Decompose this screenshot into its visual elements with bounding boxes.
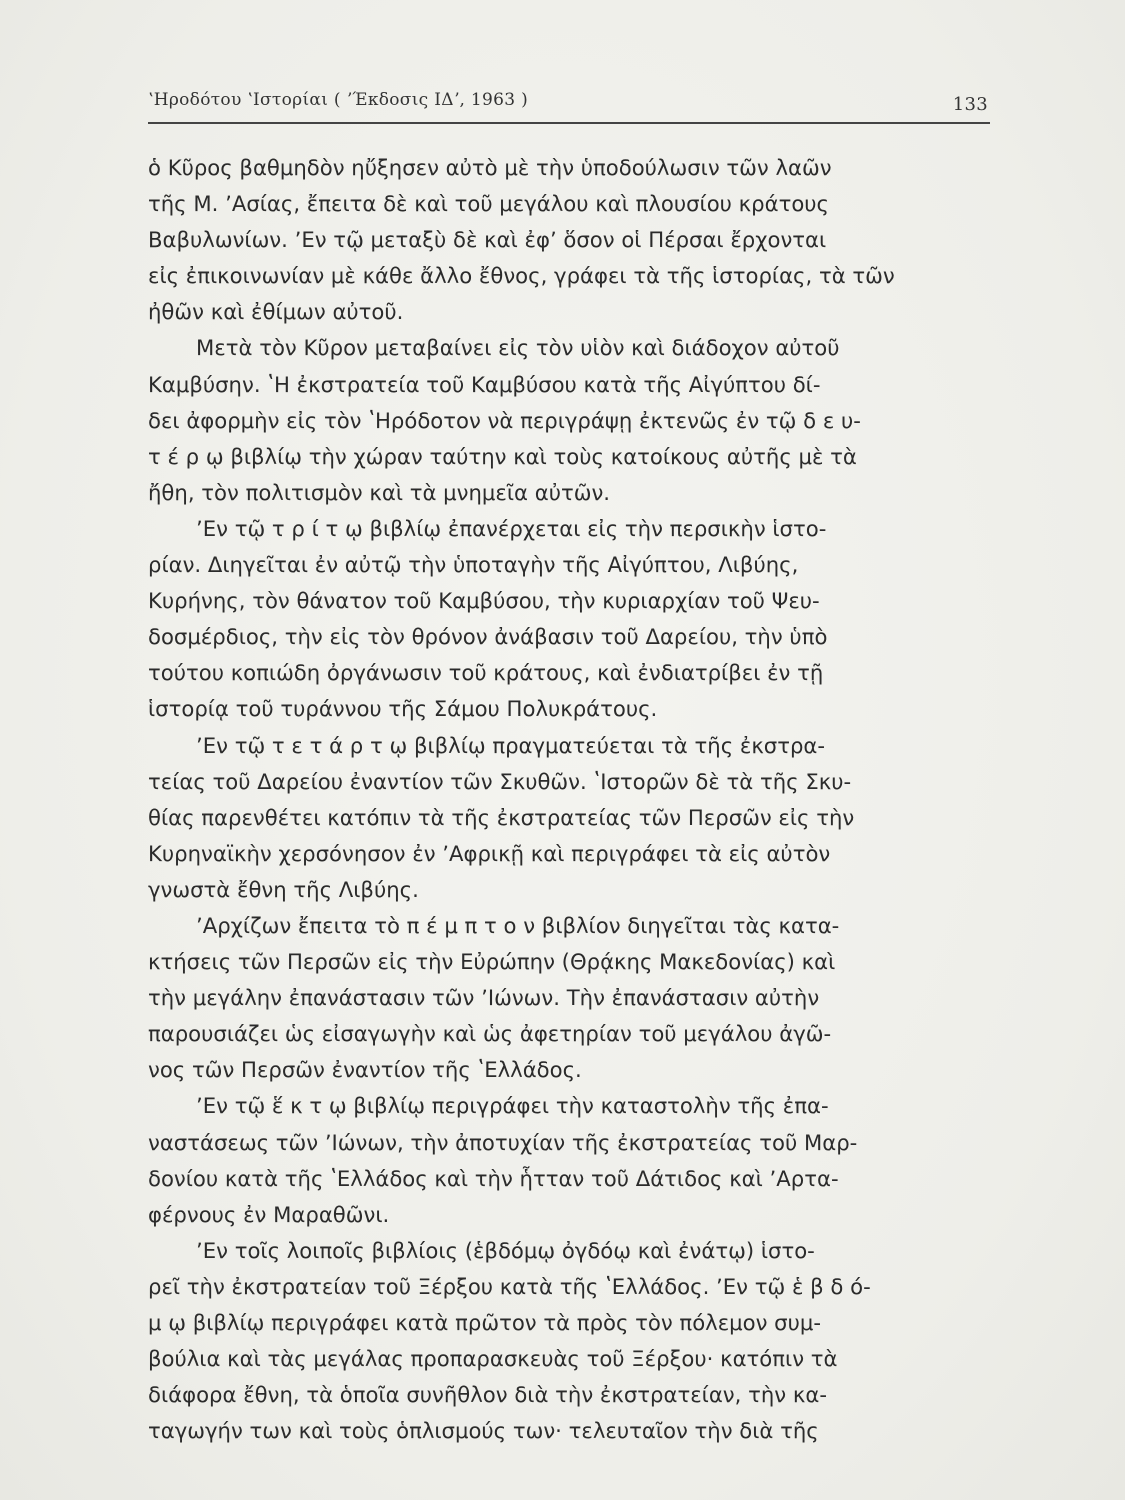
text-line: ναστάσεως τῶν ʼΙώνων, τὴν ἀποτυχίαν τῆς ἐκστρατείας τοῦ Μαρ- — [148, 1129, 858, 1155]
text-line: δει ἀφορμὴν εἰς τὸν ʽΗρόδοτον νὰ περιγράψῃ ἐκτενῶς ἐν τῷ δ ε υ- — [148, 407, 861, 433]
text-line: εἰς ἐπικοινωνίαν μὲ κάθε ἄλλο ἔθνος, γράφει τὰ τῆς ἱστορίας, τὰ τῶν — [148, 263, 895, 289]
text-line: παρουσιάζει ὡς εἰσαγωγὴν καὶ ὡς ἀφετηρίαν τοῦ μεγάλου ἀγῶ- — [148, 1021, 832, 1047]
text-line: διάφορα ἔθνη, τὰ ὁποῖα συνῆθλον διὰ τὴν ἐκστρατείαν, τὴν κα- — [148, 1382, 827, 1408]
text-line: ἠθῶν καὶ ἐθίμων αὐτοῦ. — [148, 299, 404, 325]
page-header — [148, 90, 988, 122]
text-line: Καμβύσην. ʽΗ ἐκστρατεία τοῦ Καμβύσου κατὰ τῆς Αἰγύπτου δί- — [148, 371, 821, 397]
page-number: 133 — [952, 94, 988, 115]
text-line: τῆς Μ. ʼΑσίας, ἔπειτα δὲ καὶ τοῦ μεγάλου καὶ πλουσίου κράτους — [148, 191, 829, 217]
text-line: βούλια καὶ τὰς μεγάλας προπαρασκευὰς τοῦ Ξέρξου· κατόπιν τὰ — [148, 1346, 838, 1372]
text-line: ταγωγήν των καὶ τοὺς ὁπλισμούς των· τελευταῖον τὴν διὰ τῆς — [148, 1418, 819, 1444]
text-line: τείας τοῦ Δαρείου ἐναντίον τῶν Σκυθῶν. ʽΙστορῶν δὲ τὰ τῆς Σκυ- — [148, 768, 852, 794]
text-line: τούτου κοπιώδη ὀργάνωσιν τοῦ κράτους, καὶ ἐνδιατρίβει ἐν τῇ — [148, 660, 824, 686]
text-line: μ ῳ βιβλίῳ περιγράφει κατὰ πρῶτον τὰ πρὸς τὸν πόλεμον συμ- — [148, 1310, 821, 1335]
text-line: κτήσεις τῶν Περσῶν εἰς τὴν Εὐρώπην (Θρᾴκης Μακεδονίας) καὶ — [148, 949, 836, 975]
text-line: ʼΕν τῷ τ ρ ί τ ῳ βιβλίῳ ἐπανέρχεται εἰς τὴν περσικὴν ἱστο- — [196, 515, 827, 541]
text-line: ʼΑρχίζων ἔπειτα τὸ π έ μ π τ ο ν βιβλίον διηγεῖται τὰς κατα- — [196, 912, 840, 938]
text-line: ʼΕν τῷ τ ε τ ά ρ τ ῳ βιβλίῳ πραγματεύεται τὰ τῆς ἐκστρα- — [196, 732, 826, 758]
text-line: ὁ Κῦρος βαθμηδὸν ηὔξησεν αὐτὸ μὲ τὴν ὑποδούλωσιν τῶν λαῶν — [148, 155, 832, 180]
text-line: ʼΕν τῷ ἕ κ τ ῳ βιβλίῳ περιγράφει τὴν καταστολὴν τῆς ἐπα- — [196, 1093, 829, 1119]
text-line: ρίαν. Διηγεῖται ἐν αὐτῷ τὴν ὑποταγὴν τῆς Αἰγύπτου, Λιβύης, — [148, 552, 799, 578]
text-line: ἱστορίᾳ τοῦ τυράννου τῆς Σάμου Πολυκράτους. — [148, 696, 658, 722]
text-line: φέρνους ἐν Μαραθῶνι. — [148, 1201, 390, 1227]
text-line: Κυρήνης, τὸν θάνατον τοῦ Καμβύσου, τὴν κυριαρχίαν τοῦ Ψευ- — [148, 588, 820, 614]
header-rule — [148, 122, 990, 124]
text-line: ρεῖ τὴν ἐκστρατείαν τοῦ Ξέρξου κατὰ τῆς ʽΕλλάδος. ʼΕν τῷ ἑ β δ ό- — [148, 1273, 871, 1299]
text-line: τὴν μεγάλην ἐπανάστασιν τῶν ʼΙώνων. Τὴν ἐπανάστασιν αὐτὴν — [148, 985, 820, 1011]
text-line: δονίου κατὰ τῆς ʽΕλλάδος καὶ τὴν ἧτταν τοῦ Δάτιδος καὶ ʼΑρτα- — [148, 1165, 839, 1191]
text-line: δοσμέρδιος, τὴν εἰς τὸν θρόνον ἀνάβασιν τοῦ Δαρείου, τὴν ὑπὸ — [148, 624, 828, 650]
text-line: ʼΕν τοῖς λοιποῖς βιβλίοις (ἑβδόμῳ ὀγδόῳ καὶ ἐνάτῳ) ἱστο- — [196, 1237, 815, 1263]
text-line: Μετὰ τὸν Κῦρον μεταβαίνει εἰς τὸν υἱὸν καὶ διάδοχον αὐτοῦ — [196, 335, 840, 361]
body-text — [148, 150, 988, 1449]
text-line: θίας παρενθέτει κατόπιν τὰ τῆς ἐκστρατείας τῶν Περσῶν εἰς τὴν — [148, 804, 855, 830]
text-line: νος τῶν Περσῶν ἐναντίον τῆς ʽΕλλάδος. — [148, 1057, 582, 1083]
text-line: ἤθη, τὸν πολιτισμὸν καὶ τὰ μνημεῖα αὐτῶν. — [148, 479, 611, 505]
text-line: Κυρηναϊκὴν χερσόνησον ἐν ʼΑφρικῇ καὶ περιγράφει τὰ εἰς αὐτὸν — [148, 840, 831, 866]
text-line: Βαβυλωνίων. ʼΕν τῷ μεταξὺ δὲ καὶ ἐφʼ ὅσον οἱ Πέρσαι ἔρχονται — [148, 227, 827, 253]
text-line: τ έ ρ ῳ βιβλίῳ τὴν χώραν ταύτην καὶ τοὺς κατοίκους αὐτῆς μὲ τὰ — [148, 443, 857, 469]
running-head: ʽΗροδότου ʽΙστορίαι ( ʼΈκδοσις ΙΔʼ, 1963 ) — [148, 90, 529, 110]
text-line: γνωστὰ ἔθνη τῆς Λιβύης. — [148, 876, 419, 902]
